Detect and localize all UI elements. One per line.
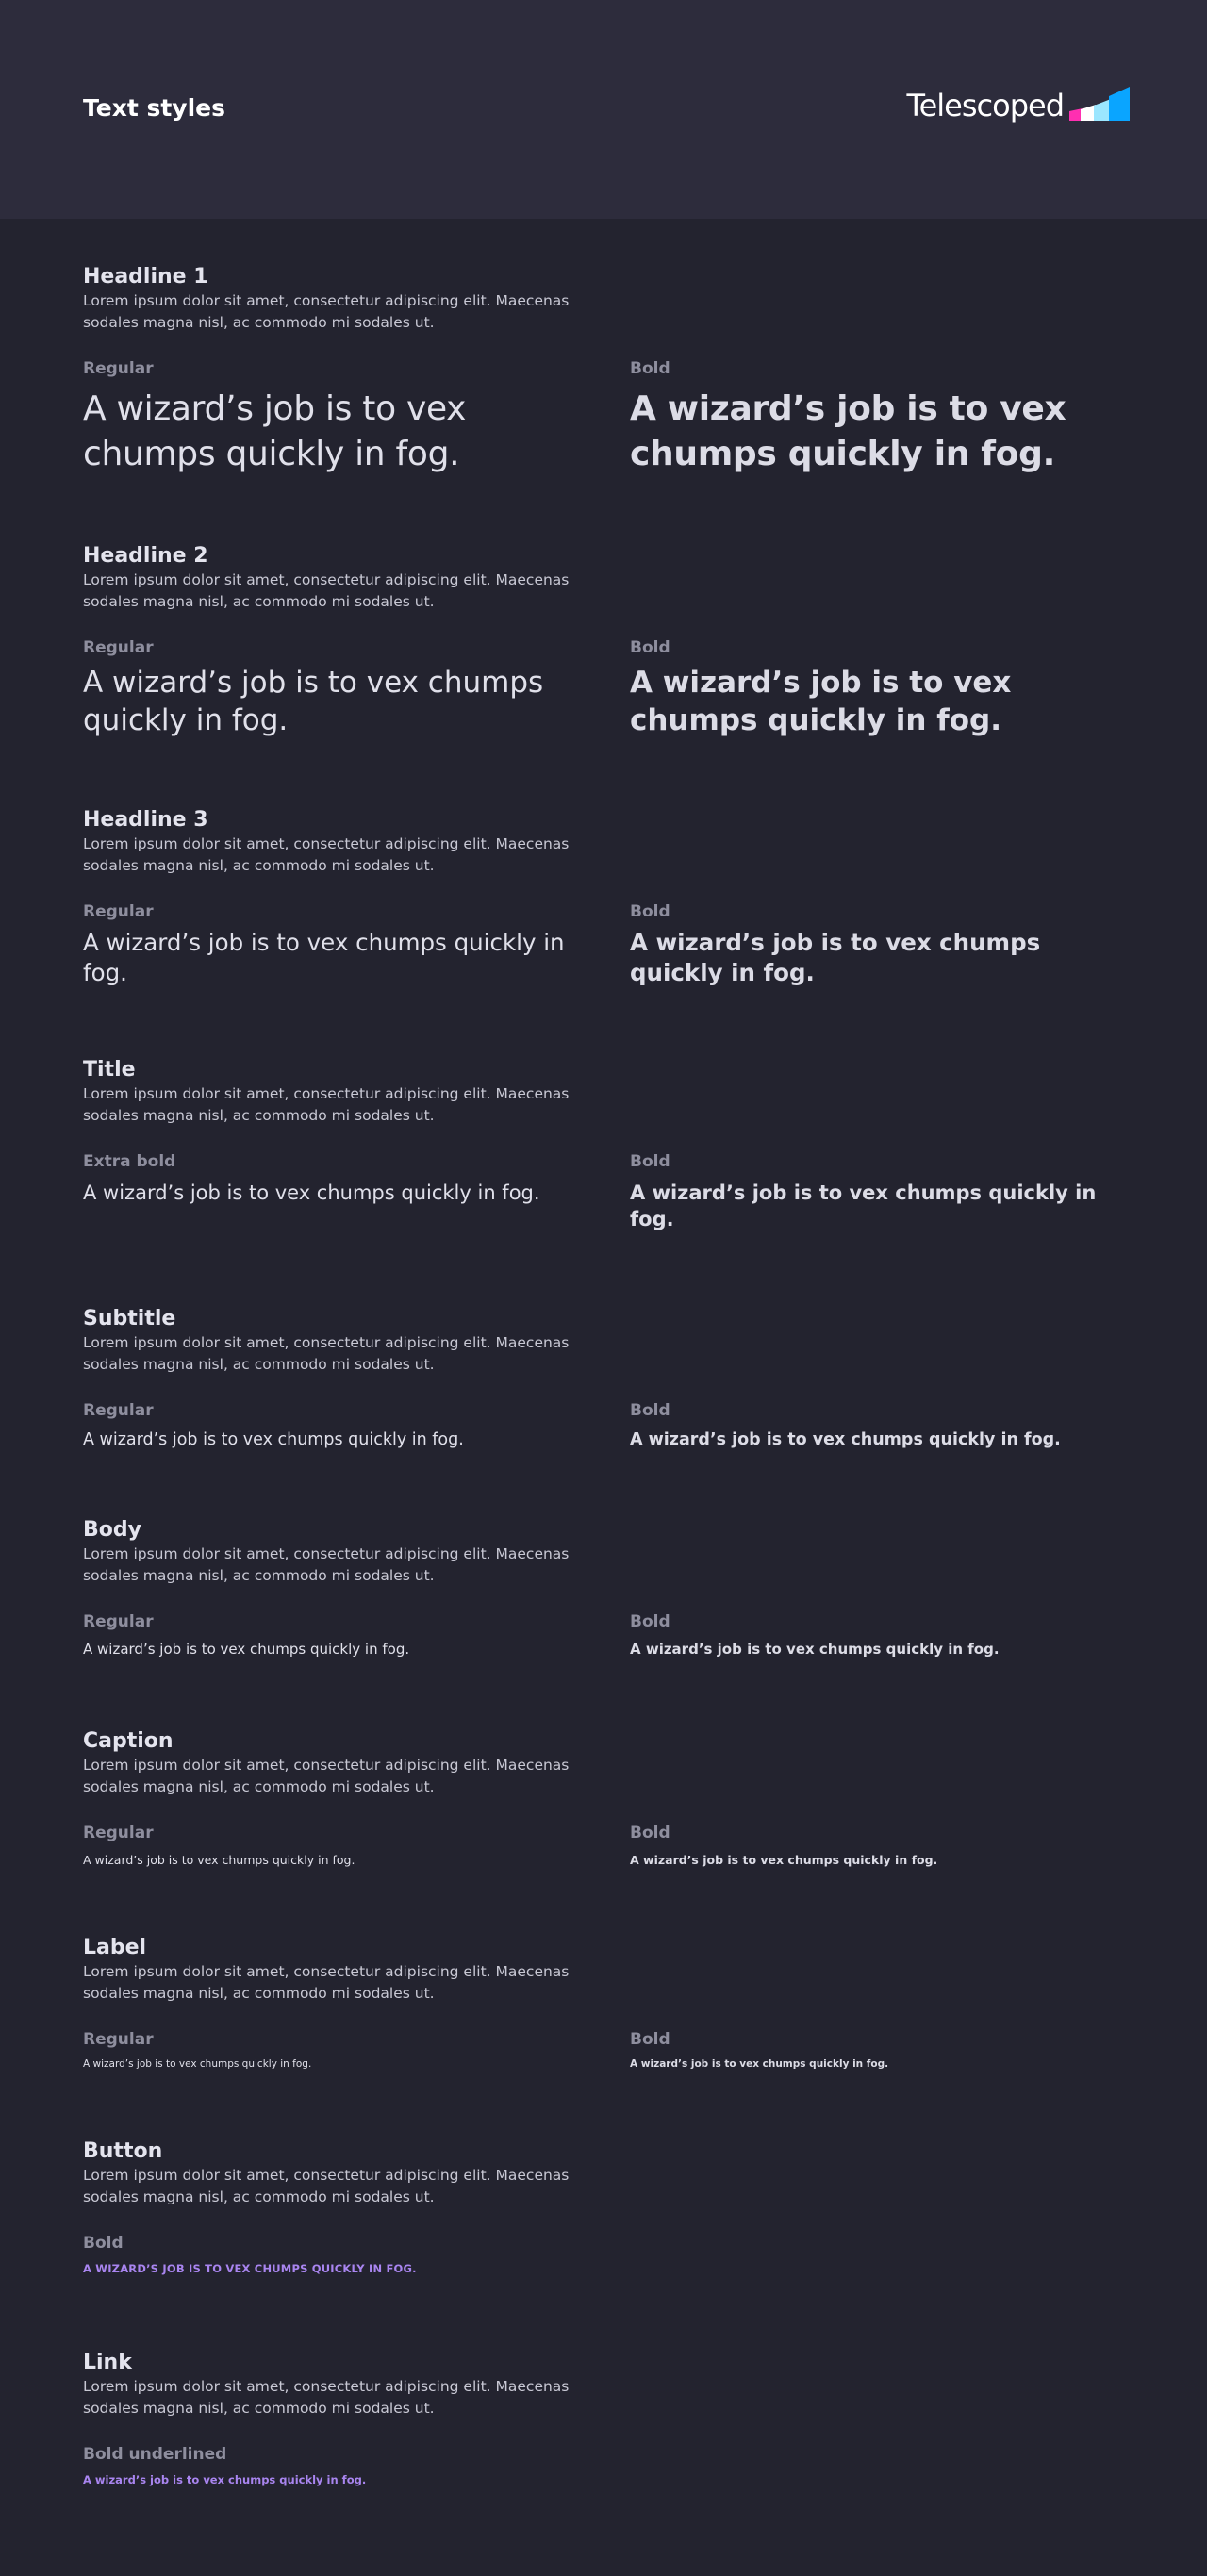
- sample-regular: A wizard’s job is to vex chumps quickly in fog.: [83, 1853, 355, 1867]
- variant-label-regular: Regular: [83, 1612, 154, 1631]
- section-headline-1: [83, 264, 1124, 473]
- variant-label-regular: Regular: [83, 1824, 154, 1842]
- section-title: Headline 3: [83, 808, 208, 832]
- sample-regular: A wizard’s job is to vex chumps quickly in fog.: [83, 666, 544, 737]
- section-subtitle: [83, 1306, 1124, 1449]
- section-link: [83, 2350, 1124, 2486]
- sample-bold: A wizard’s job is to vex chumps quickly in fog.: [630, 1430, 1061, 1449]
- logo-wordmark: Telescoped: [906, 88, 1064, 124]
- section-description: Lorem ipsum dolor sit amet, consectetur adipiscing elit. Maecenas sodales magna nisl, ac commodo mi sodales ut.: [83, 1757, 570, 1795]
- variant-label-regular: Regular: [83, 359, 154, 378]
- variant-label-bold: Bold: [630, 1152, 670, 1171]
- section-title: Body: [83, 1518, 141, 1542]
- sample-regular: A wizard’s job is to vex chumps quickly in fog.: [83, 2058, 312, 2070]
- variant-label-regular: Regular: [83, 2030, 154, 2049]
- section-description: Lorem ipsum dolor sit amet, consectetur adipiscing elit. Maecenas sodales magna nisl, ac commodo mi sodales ut.: [83, 292, 570, 331]
- sample-bold: A wizard’s job is to vex chumps quickly in fog.: [630, 1181, 1097, 1230]
- section-button: [83, 2138, 1124, 2275]
- section-title: Title: [83, 1058, 136, 1082]
- sample-extra-bold: A wizard’s job is to vex chumps quickly in fog.: [83, 1181, 540, 1204]
- section-description: Lorem ipsum dolor sit amet, consectetur adipiscing elit. Maecenas sodales magna nisl, ac commodo mi sodales ut.: [83, 835, 570, 874]
- sample-link[interactable]: A wizard’s job is to vex chumps quickly in fog.: [83, 2473, 367, 2486]
- variant-label-bold: Bold: [83, 2234, 124, 2253]
- sample-button-text: A WIZARD’S JOB IS TO VEX CHUMPS QUICKLY IN FOG.: [83, 2262, 417, 2275]
- variant-label-bold: Bold: [630, 902, 670, 921]
- section-headline-3: [83, 807, 1124, 986]
- section-headline-2: [83, 543, 1124, 737]
- sample-bold: A wizard’s job is to vex chumps quickly in fog.: [630, 389, 1066, 473]
- variant-label-extra-bold: Extra bold: [83, 1152, 176, 1171]
- section-description: Lorem ipsum dolor sit amet, consectetur adipiscing elit. Maecenas sodales magna nisl, ac commodo mi sodales ut.: [83, 1085, 570, 1124]
- sample-regular: A wizard’s job is to vex chumps quickly in fog.: [83, 389, 467, 473]
- variant-label-bold: Bold: [630, 1824, 670, 1842]
- variant-label-regular: Regular: [83, 1401, 154, 1420]
- sample-regular: A wizard’s job is to vex chumps quickly in fog.: [83, 1641, 410, 1658]
- section-title: Link: [83, 2351, 132, 2374]
- section-title: Subtitle: [83, 1307, 176, 1330]
- section-body: [83, 1517, 1124, 1658]
- page-header: [0, 0, 1207, 219]
- logo-bars-icon: [1069, 87, 1132, 121]
- sample-bold: A wizard’s job is to vex chumps quickly in fog.: [630, 666, 1012, 737]
- variant-label-regular: Regular: [83, 638, 154, 657]
- section-title: Button: [83, 2139, 163, 2163]
- sample-bold: A wizard’s job is to vex chumps quickly in fog.: [630, 2058, 889, 2070]
- section-title-style: [83, 1057, 1124, 1230]
- section-title: Headline 1: [83, 265, 208, 289]
- variant-label-bold: Bold: [630, 1612, 670, 1631]
- variant-label-bold: Bold: [630, 2030, 670, 2049]
- sample-bold: A wizard’s job is to vex chumps quickly in fog.: [630, 929, 1041, 986]
- variant-label-bold: Bold: [630, 359, 670, 378]
- variant-label-regular: Regular: [83, 902, 154, 921]
- section-title: Label: [83, 1936, 147, 1959]
- sample-regular: A wizard’s job is to vex chumps quickly in fog.: [83, 1430, 464, 1449]
- sample-bold: A wizard’s job is to vex chumps quickly in fog.: [630, 1641, 1000, 1658]
- section-description: Lorem ipsum dolor sit amet, consectetur adipiscing elit. Maecenas sodales magna nisl, ac commodo mi sodales ut.: [83, 2167, 570, 2205]
- section-title: Caption: [83, 1729, 174, 1753]
- section-description: Lorem ipsum dolor sit amet, consectetur adipiscing elit. Maecenas sodales magna nisl, ac commodo mi sodales ut.: [83, 1963, 570, 2002]
- sample-bold: A wizard’s job is to vex chumps quickly in fog.: [630, 1853, 938, 1867]
- section-description: Lorem ipsum dolor sit amet, consectetur adipiscing elit. Maecenas sodales magna nisl, ac commodo mi sodales ut.: [83, 571, 570, 610]
- section-caption: [83, 1728, 1124, 1867]
- sample-regular: A wizard’s job is to vex chumps quickly in fog.: [83, 929, 565, 986]
- section-label: [83, 1935, 1124, 2070]
- telescoped-logo: [906, 87, 1132, 124]
- section-description: Lorem ipsum dolor sit amet, consectetur adipiscing elit. Maecenas sodales magna nisl, ac commodo mi sodales ut.: [83, 1334, 570, 1373]
- section-title: Headline 2: [83, 544, 208, 568]
- section-description: Lorem ipsum dolor sit amet, consectetur adipiscing elit. Maecenas sodales magna nisl, ac commodo mi sodales ut.: [83, 2378, 570, 2417]
- variant-label-bold: Bold: [630, 1401, 670, 1420]
- variant-label-bold-underlined: Bold underlined: [83, 2445, 227, 2464]
- variant-label-bold: Bold: [630, 638, 670, 657]
- page-title: Text styles: [83, 94, 226, 122]
- section-description: Lorem ipsum dolor sit amet, consectetur adipiscing elit. Maecenas sodales magna nisl, ac commodo mi sodales ut.: [83, 1545, 570, 1584]
